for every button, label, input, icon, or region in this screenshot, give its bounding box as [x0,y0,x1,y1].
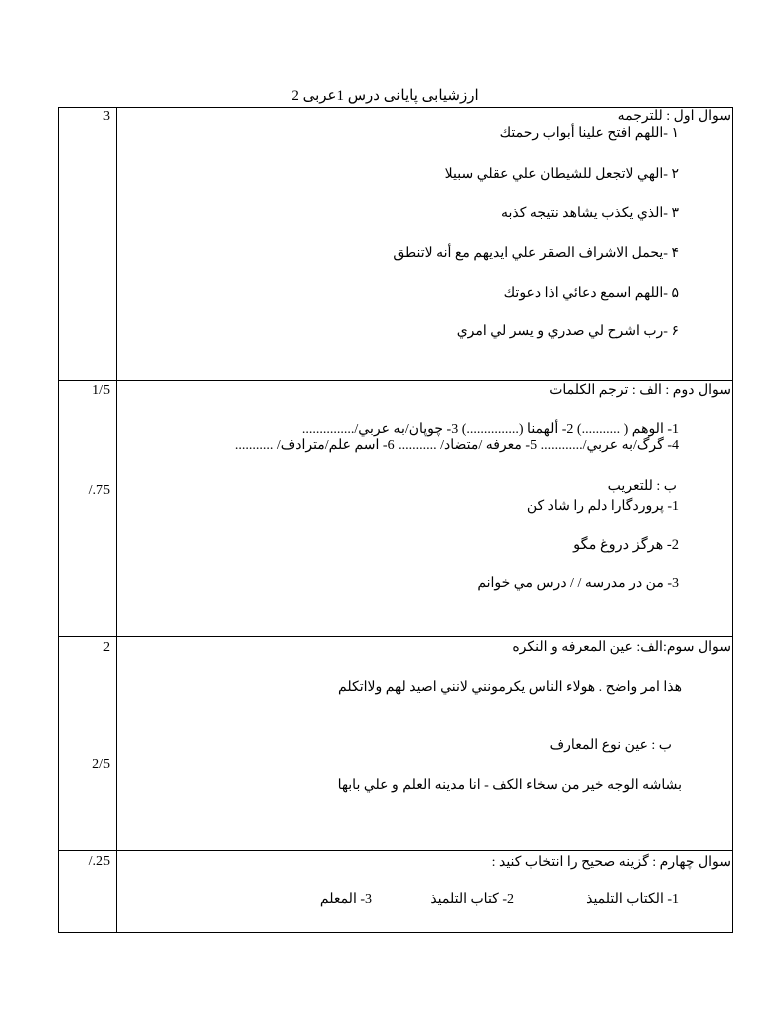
question-3-heading: سوال سوم:الف: عین المعرفه و النكره [512,640,731,655]
question-1-score: 3 [103,109,110,124]
question-3-score-a: 2 [103,640,110,655]
question-4-score: /.25 [88,854,110,869]
question-3-sentence-a: هذا امر واضح . هولاء الناس یكرمونني لانني اصید لهم ولااتكلم [338,680,682,695]
question-1-item-3: ۳ -الذي یكذب یشاهد نتیجه كذبه [501,206,679,221]
question-4-body [117,851,733,933]
question-3-sub-b: ب : عین نوع المعارف [549,738,672,753]
question-4-option-1: 1- الكتاب التلمیذ [586,892,679,907]
question-3-score-cell [59,637,117,851]
question-4-score-cell [59,851,117,933]
question-4-heading: سوال چهارم : گزینه صحیح را انتخاب كنید : [491,855,731,870]
question-1-heading: سوال اول : للترجمه [617,109,731,124]
question-2-score-a: 1/5 [92,383,110,398]
question-2-body [117,381,733,637]
question-3-body [117,637,733,851]
question-1-item-2: ۲ -الهي لاتجعل للشیطان علي عقلي سبیلا [444,167,679,182]
question-2-score-b: /.75 [88,483,110,498]
question-1-row [59,108,733,381]
question-2-b-item-3: 3- من در مدرسه / / درس مي خوانم [477,576,679,591]
question-4-option-2: 2- كتاب التلمیذ [430,892,514,907]
question-4-option-3: 3- المعلم [319,892,372,907]
question-2-score-cell [59,381,117,637]
question-1-body [117,108,733,381]
question-2-row [59,381,733,637]
question-2-sub-b: ب : للتعریب [607,479,677,494]
question-1-score-cell [59,108,117,381]
question-1-item-4: ۴ -یحمل الاشراف الصقر علي ایدیهم مع أنه لاتنطق [393,246,679,261]
question-1-item-6: ۶ -رب اشرح لي صدري و یسر لي امري [456,324,679,339]
question-3-row [59,637,733,851]
page-title: ارزشیابی پایانی درس 1عربی 2 [291,88,479,104]
question-1-item-5: ۵ -اللهم اسمع دعائي اذا دعوتك [503,286,679,301]
question-2-b-item-1: 1- پروردگارا دلم را شاد كن [526,499,679,514]
question-2-words-line-2: 4- گرگ/به عربي/............ 5- معرفه /متضاد/ ........... 6- اسم علم/مترادف/ ........... [234,438,679,453]
question-4-row [59,851,733,933]
question-3-score-b: 2/5 [92,757,110,772]
question-2-words-line-1: 1- الوهم ( ...........) 2- ألهمنا (...............) 3- چوپان/به عربي/............... [301,422,679,437]
question-2-heading: سوال دوم : الف : ترجم الكلمات [549,383,731,398]
question-1-item-1: ۱ -اللهم افتح علینا أبواب رحمتك [499,126,679,141]
exam-table [58,107,733,933]
question-3-sentence-b: بشاشه الوجه خیر من سخاء الكف - انا مدینه العلم و علي بابها [337,778,682,793]
question-2-b-item-2: 2- هرگز دروغ مگو [573,537,679,553]
